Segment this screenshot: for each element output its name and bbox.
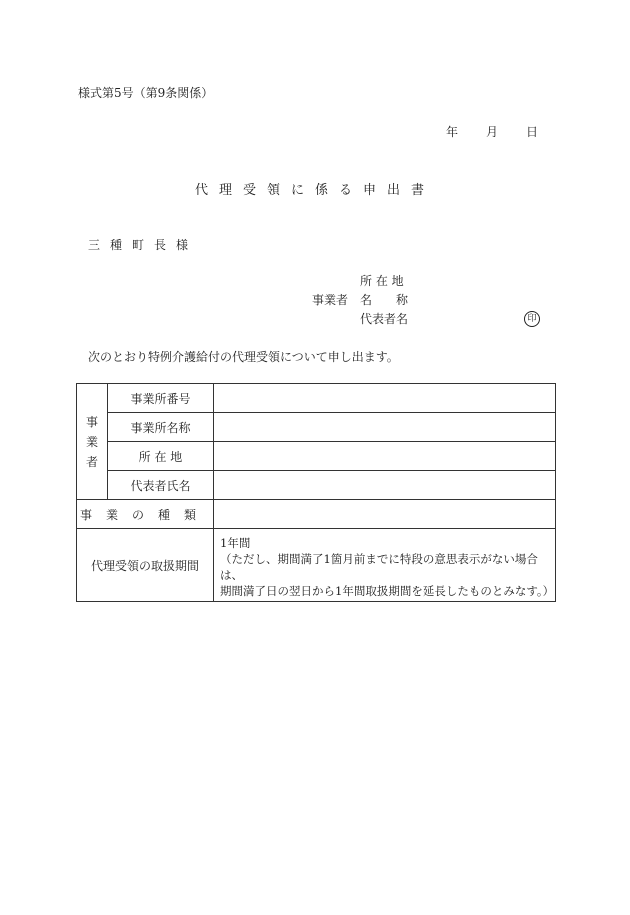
date-line [446, 123, 538, 140]
group-char-1: 事 [85, 414, 98, 429]
office-number-field[interactable] [214, 384, 556, 413]
handling-period-value [214, 529, 556, 602]
applicant-address-label: 所 在 地 [360, 274, 404, 288]
office-address-label: 所 在 地 [108, 442, 214, 471]
office-name-label: 事業所名称 [108, 413, 214, 442]
addressee: 三種町長様 [88, 238, 199, 252]
application-table [76, 383, 556, 602]
applicant-rep-label: 代表者名 [360, 312, 409, 326]
document-title: 代理受領に係る申出書 [194, 183, 435, 198]
applicant-block [312, 272, 408, 329]
business-type-label: 事業の種類 [77, 500, 214, 529]
applicant-role: 事業者 [312, 293, 349, 307]
handling-period-label: 代理受領の取扱期間 [77, 529, 214, 602]
business-type-field[interactable] [214, 500, 556, 529]
group-char-2: 業 [85, 434, 98, 449]
date-day: 日 [525, 125, 538, 139]
period-line-2: （ただし、期間満了1箇月前までに特段の意思表示がない場合は、 [220, 552, 538, 582]
period-line-3: 期間満了日の翌日から1年間取扱期間を延長したものとみなす。） [220, 584, 555, 598]
representative-name-field[interactable] [214, 471, 556, 500]
date-month: 月 [485, 125, 498, 139]
representative-name-label: 代表者氏名 [108, 471, 214, 500]
intro-text: 次のとおり特例介護給付の代理受領について申し出ます。 [88, 350, 399, 364]
applicant-address-row [312, 272, 408, 291]
office-number-label: 事業所番号 [108, 384, 214, 413]
group-char-3: 者 [85, 454, 98, 469]
applicant-name-row [312, 291, 408, 310]
period-line-1: 1年間 [220, 536, 251, 550]
office-name-field[interactable] [214, 413, 556, 442]
form-number: 様式第5号（第9条関係） [78, 86, 214, 100]
seal-icon: 印 [524, 311, 540, 327]
business-operator-group-label [77, 384, 108, 500]
office-address-field[interactable] [214, 442, 556, 471]
applicant-rep-row [312, 310, 408, 329]
date-year: 年 [445, 125, 458, 139]
applicant-name-label: 名 称 [360, 293, 409, 307]
